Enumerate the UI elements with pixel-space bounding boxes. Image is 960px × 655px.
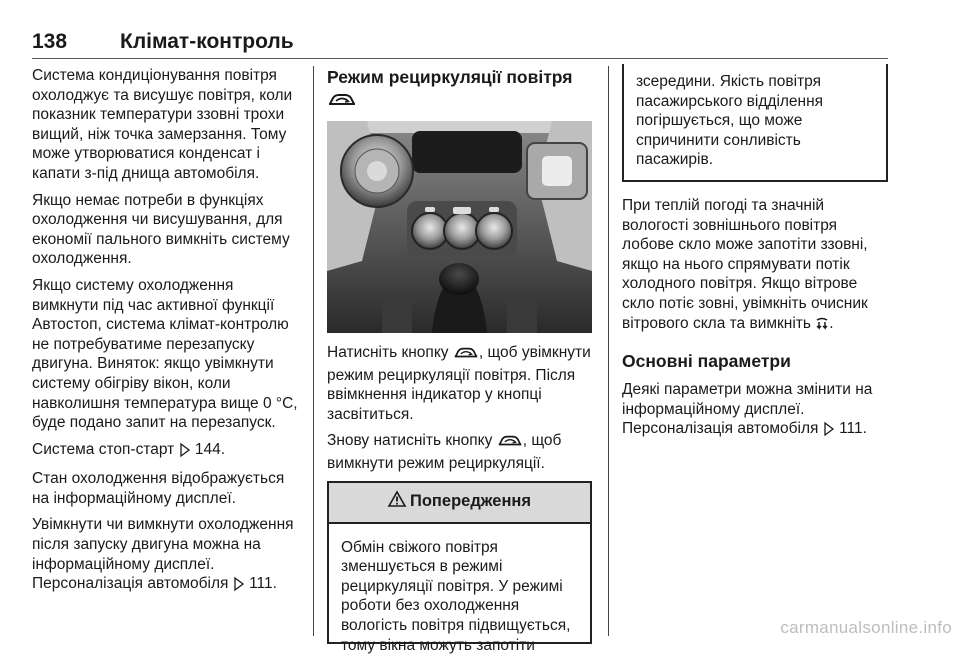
- paragraph-text: , щоб вимкнути режим рециркуляції.: [327, 432, 562, 472]
- triangle-reference-icon: [233, 577, 245, 597]
- column-divider: [608, 66, 609, 636]
- warning-title: Попередження: [409, 492, 532, 511]
- paragraph: Якщо систему охолодження вимкнути під час активної функції Автостоп, система клімат-контролю не потребуватиме перезапуску двигуна. Виняток: якщо увімкнути систему обігріву вікон, коли навколишня температура вище 0 °C, буде подано запит на перезапуск.: [32, 276, 298, 432]
- paragraph-text: .: [829, 314, 834, 332]
- column-right: [622, 66, 888, 449]
- watermark: carmanualsonline.info: [780, 618, 952, 637]
- paragraph: Деякі параметри можна змінити на інформаційному дисплеї.: [622, 381, 873, 418]
- warning-header: [329, 483, 590, 524]
- triangle-reference-icon: [179, 443, 191, 463]
- paragraph: [327, 343, 592, 424]
- paragraph: Система кондиціонування повітря охолоджує та висушує повітря, коли показник температури ззовні трохи вищий, ніж точка замерзання. Тому може утворюватися конденсат і капати з-під днища автомобіля.: [32, 67, 293, 182]
- recirculation-car-icon: [327, 91, 357, 113]
- paragraph: [32, 440, 302, 463]
- header-divider: [32, 58, 888, 59]
- paragraph-text: , щоб увімкнути режим рециркуляції повітря. Після ввімкнення індикатор у кнопці засвітиться.: [327, 344, 591, 423]
- warning-box: [327, 481, 592, 654]
- section-heading: Основні параметри: [622, 351, 791, 372]
- page-number: 138: [32, 30, 68, 53]
- paragraph-text: При теплій погоді та значній вологості зовнішнього повітря лобове скло може запотіти ззовні, якщо на нього спрямувати потік холодного повітря. Якщо вітрове скло потіє зовні, увімкніть очисник вітрового скла та вимкніть: [622, 196, 868, 332]
- page-reference[interactable]: 111.: [839, 420, 867, 438]
- recirculation-car-icon: [453, 346, 479, 366]
- page-header: [32, 30, 888, 52]
- paragraph: [622, 419, 888, 442]
- column-left: [32, 66, 302, 604]
- triangle-reference-icon: [823, 422, 835, 442]
- heading-text: Режим рециркуляції повітря: [327, 67, 573, 87]
- paragraph-text: Знову натисніть кнопку: [327, 432, 493, 450]
- paragraph: Якщо немає потреби в функціях охолодження чи висушування, для економії пального вимкніть систему охолодження.: [32, 191, 290, 268]
- recirculation-car-icon: [497, 434, 523, 454]
- paragraph: Стан охолодження відображується на інформаційному дисплеї.: [32, 470, 285, 507]
- windshield-air-icon: [815, 317, 829, 337]
- column-middle: [327, 66, 592, 654]
- climate-control-photo: [327, 121, 592, 333]
- warning-text: Обмін свіжого повітря зменшується в режимі рециркуляції повітря. У режимі роботи без охолодження вологість повітря підвищується, тому вікна можуть запотіти: [341, 538, 571, 654]
- paragraph-text: Натисніть кнопку: [327, 344, 449, 361]
- paragraph-text: Увімкнути чи вимкнути охолодження після запуску двигуна можна на інформаційному дисплеї. Персоналізація автомобіля: [32, 516, 294, 593]
- paragraph: [327, 431, 592, 473]
- warning-box-continued: зсередини. Якість повітря пасажирського відділення погіршується, що може спричинити сонливість пасажирів.: [622, 64, 888, 182]
- page-reference[interactable]: 111.: [249, 575, 277, 593]
- warning-triangle-icon: [388, 491, 406, 513]
- paragraph-text: Персоналізація автомобіля: [622, 420, 819, 438]
- page-reference[interactable]: 144.: [194, 440, 226, 458]
- paragraph: [32, 515, 302, 596]
- paragraph: [622, 196, 888, 336]
- page-title: Клімат-контроль: [120, 30, 294, 53]
- column-divider: [313, 66, 314, 636]
- section-heading: [327, 66, 592, 113]
- paragraph-text: Система стоп-старт: [32, 440, 175, 458]
